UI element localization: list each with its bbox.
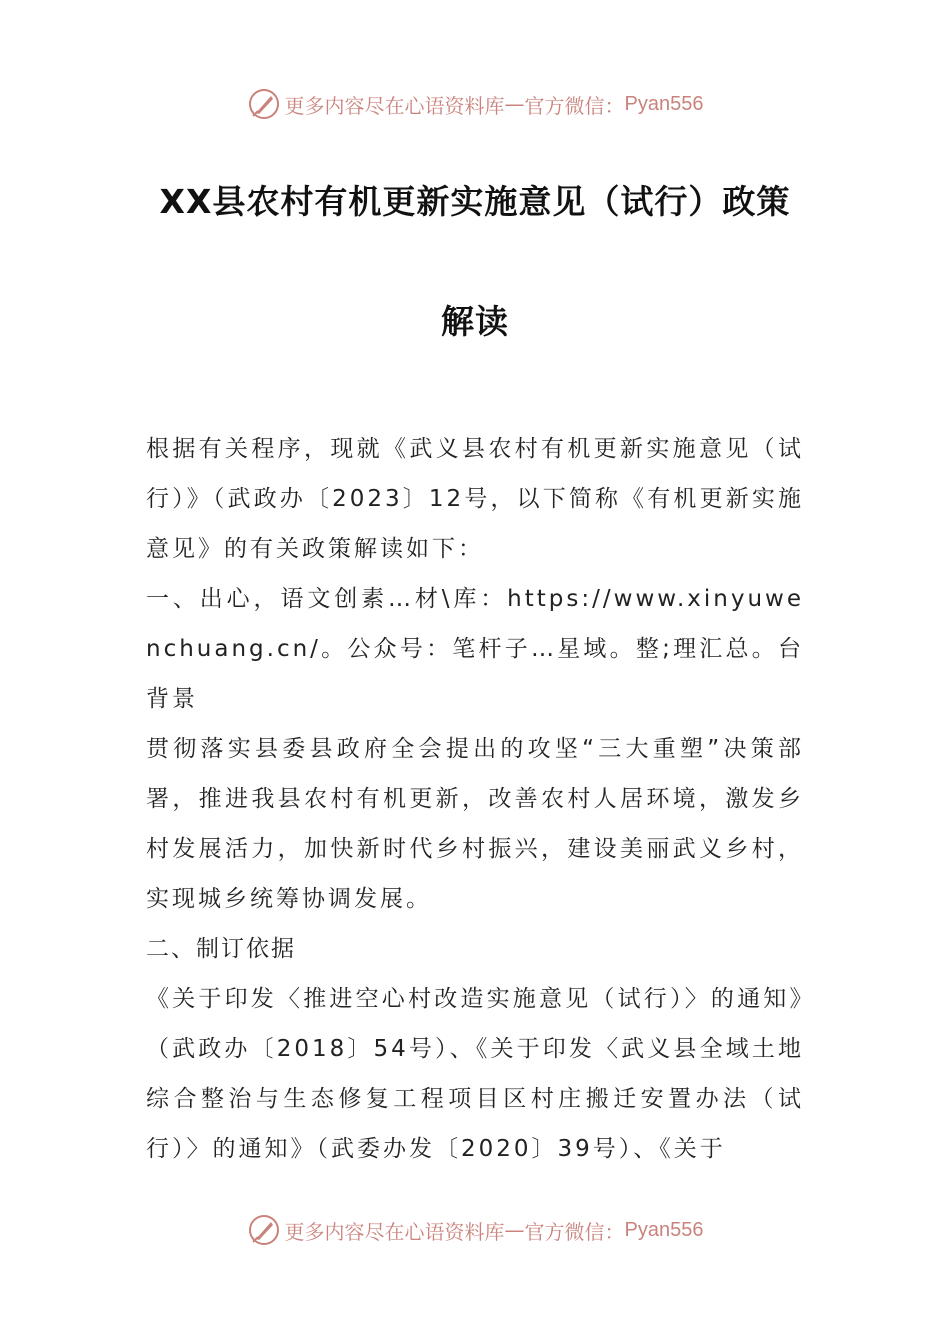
section-1-heading: 一、出心，语文创素…材\库：https://www.xinyuwenchuang.cn/。公众号：笔杆子…星域。整;理汇总。台背景 — [146, 586, 804, 712]
quill-logo-icon — [247, 1213, 281, 1247]
banner-contact-label: 官方微信： — [524, 93, 625, 118]
banner-wechat-id: Pyan556 — [624, 92, 704, 115]
document-title-line-2: 解读 — [441, 302, 509, 341]
banner-separator: — — [504, 92, 525, 116]
banner-text: 更多内容尽在心语资料库 — [284, 1219, 505, 1244]
intro-paragraph: 根据有关程序，现就《武义县农村有机更新实施意见（试行）》（武政办〔2023〕12号，以下简称《有机更新实施意见》的有关政策解读如下： — [146, 436, 804, 562]
document-body — [146, 424, 804, 1174]
basis-paragraph: 《关于印发〈推进空心村改造实施意见（试行）〉的通知》（武政办〔2018〕54号）、《关于印发〈武义县全域土地综合整治与生态修复工程项目区村庄搬迁安置办法（试行）〉的通知》（武委办发〔2020〕39号）、《关于 — [146, 986, 804, 1162]
section-2-heading: 二、制订依据 — [146, 936, 296, 962]
background-paragraph: 贯彻落实县委县政府全会提出的攻坚“三大重塑”决策部署，推进我县农村有机更新，改善农村人居环境，激发乡村发展活力，加快新时代乡村振兴，建设美丽武义乡村，实现城乡统筹协调发展。 — [146, 736, 804, 912]
footer-watermark-banner — [0, 1208, 950, 1252]
banner-contact-label: 官方微信： — [524, 1219, 625, 1244]
header-watermark-banner — [0, 82, 950, 126]
quill-logo-icon — [247, 87, 281, 121]
banner-separator: — — [504, 1218, 525, 1242]
banner-wechat-id: Pyan556 — [624, 1218, 704, 1241]
banner-text: 更多内容尽在心语资料库 — [284, 93, 505, 118]
document-title-line-1: XX县农村有机更新实施意见（试行）政策 — [159, 182, 791, 221]
